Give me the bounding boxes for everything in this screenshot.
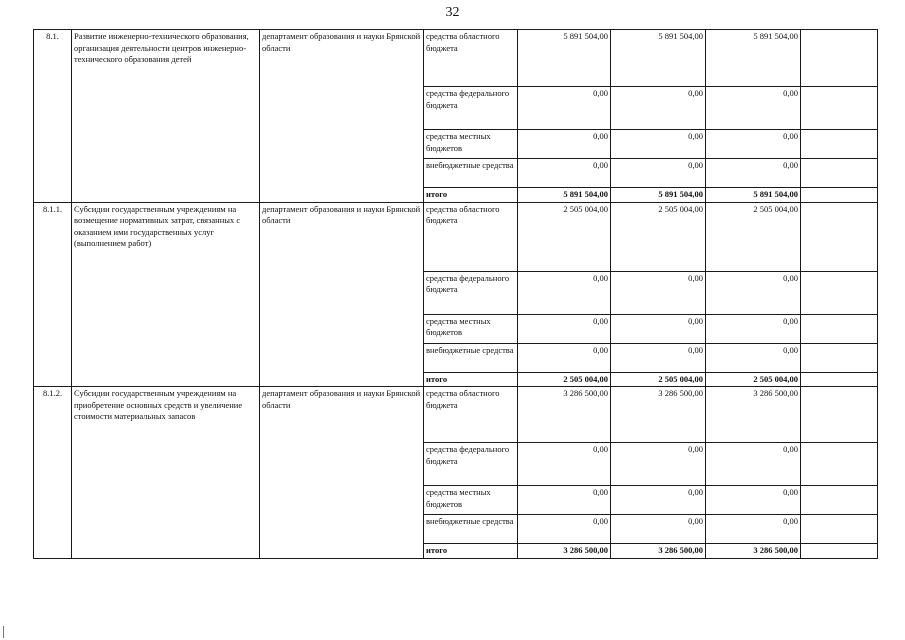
amount-year-3: 3 286 500,00 (706, 387, 801, 443)
amount-year-2: 0,00 (611, 87, 706, 130)
amount-year-1: 2 505 004,00 (518, 202, 611, 271)
total-year-3: 2 505 004,00 (706, 372, 801, 387)
amount-year-3: 0,00 (706, 486, 801, 515)
empty-cell (801, 30, 878, 87)
measure-name: Субсидии государственным учреждениям на возмещение нормативных затрат, связанных с оказанием ими государственных услуг (выполнением работ) (72, 202, 260, 387)
amount-year-1: 0,00 (518, 343, 611, 372)
amount-year-2: 0,00 (611, 443, 706, 486)
empty-cell (801, 343, 878, 372)
total-year-3: 5 891 504,00 (706, 188, 801, 203)
total-year-2: 2 505 004,00 (611, 372, 706, 387)
amount-year-3: 0,00 (706, 159, 801, 188)
amount-year-1: 0,00 (518, 486, 611, 515)
amount-year-3: 0,00 (706, 443, 801, 486)
amount-year-1: 0,00 (518, 314, 611, 343)
empty-cell (801, 159, 878, 188)
amount-year-1: 3 286 500,00 (518, 387, 611, 443)
funding-source: средства областного бюджета (424, 202, 518, 271)
empty-cell (801, 486, 878, 515)
funding-source: внебюджетные средства (424, 343, 518, 372)
measure-name: Развитие инженерно-технического образования, организация деятельности центров инженерно-технического образования детей (72, 30, 260, 203)
empty-cell (801, 372, 878, 387)
funding-source: средства областного бюджета (424, 30, 518, 87)
funding-source: средства федерального бюджета (424, 271, 518, 314)
amount-year-2: 0,00 (611, 515, 706, 544)
funding-source: средства федерального бюджета (424, 443, 518, 486)
empty-cell (801, 443, 878, 486)
amount-year-3: 0,00 (706, 314, 801, 343)
empty-cell (801, 387, 878, 443)
executor: департамент образования и науки Брянской области (260, 387, 424, 559)
row-number: 8.1.1. (34, 202, 72, 387)
amount-year-2: 0,00 (611, 486, 706, 515)
empty-cell (801, 314, 878, 343)
funding-source: внебюджетные средства (424, 159, 518, 188)
amount-year-1: 0,00 (518, 271, 611, 314)
funding-source-total: итого (424, 372, 518, 387)
funding-source: средства федерального бюджета (424, 87, 518, 130)
amount-year-3: 5 891 504,00 (706, 30, 801, 87)
row-number: 8.1.2. (34, 387, 72, 559)
amount-year-3: 0,00 (706, 515, 801, 544)
empty-cell (801, 202, 878, 271)
page-number: 32 (445, 5, 460, 20)
amount-year-2: 0,00 (611, 343, 706, 372)
amount-year-3: 0,00 (706, 343, 801, 372)
funding-source: средства местных бюджетов (424, 130, 518, 159)
amount-year-3: 0,00 (706, 271, 801, 314)
amount-year-2: 0,00 (611, 159, 706, 188)
amount-year-1: 5 891 504,00 (518, 30, 611, 87)
amount-year-1: 0,00 (518, 159, 611, 188)
total-year-2: 3 286 500,00 (611, 544, 706, 559)
table-row (34, 387, 878, 443)
amount-year-1: 0,00 (518, 515, 611, 544)
funding-source-total: итого (424, 188, 518, 203)
amount-year-2: 3 286 500,00 (611, 387, 706, 443)
executor: департамент образования и науки Брянской области (260, 202, 424, 387)
amount-year-2: 0,00 (611, 130, 706, 159)
amount-year-3: 0,00 (706, 87, 801, 130)
total-year-1: 5 891 504,00 (518, 188, 611, 203)
funding-source: средства местных бюджетов (424, 486, 518, 515)
amount-year-3: 0,00 (706, 130, 801, 159)
measure-name: Субсидии государственным учреждениям на приобретение основных средств и увеличение стоимости материальных запасов (72, 387, 260, 559)
scan-artifact-mark (3, 626, 4, 638)
empty-cell (801, 271, 878, 314)
funding-source: средства областного бюджета (424, 387, 518, 443)
empty-cell (801, 188, 878, 203)
table-row (34, 202, 878, 271)
empty-cell (801, 515, 878, 544)
empty-cell (801, 87, 878, 130)
row-number: 8.1. (34, 30, 72, 203)
amount-year-1: 0,00 (518, 443, 611, 486)
executor: департамент образования и науки Брянской области (260, 30, 424, 203)
amount-year-2: 5 891 504,00 (611, 30, 706, 87)
total-year-2: 5 891 504,00 (611, 188, 706, 203)
total-year-1: 3 286 500,00 (518, 544, 611, 559)
empty-cell (801, 544, 878, 559)
table-row (34, 30, 878, 87)
amount-year-1: 0,00 (518, 130, 611, 159)
budget-table (33, 29, 878, 559)
amount-year-2: 2 505 004,00 (611, 202, 706, 271)
funding-source: средства местных бюджетов (424, 314, 518, 343)
amount-year-2: 0,00 (611, 314, 706, 343)
total-year-3: 3 286 500,00 (706, 544, 801, 559)
amount-year-3: 2 505 004,00 (706, 202, 801, 271)
funding-source-total: итого (424, 544, 518, 559)
empty-cell (801, 130, 878, 159)
funding-source: внебюджетные средства (424, 515, 518, 544)
amount-year-1: 0,00 (518, 87, 611, 130)
amount-year-2: 0,00 (611, 271, 706, 314)
total-year-1: 2 505 004,00 (518, 372, 611, 387)
